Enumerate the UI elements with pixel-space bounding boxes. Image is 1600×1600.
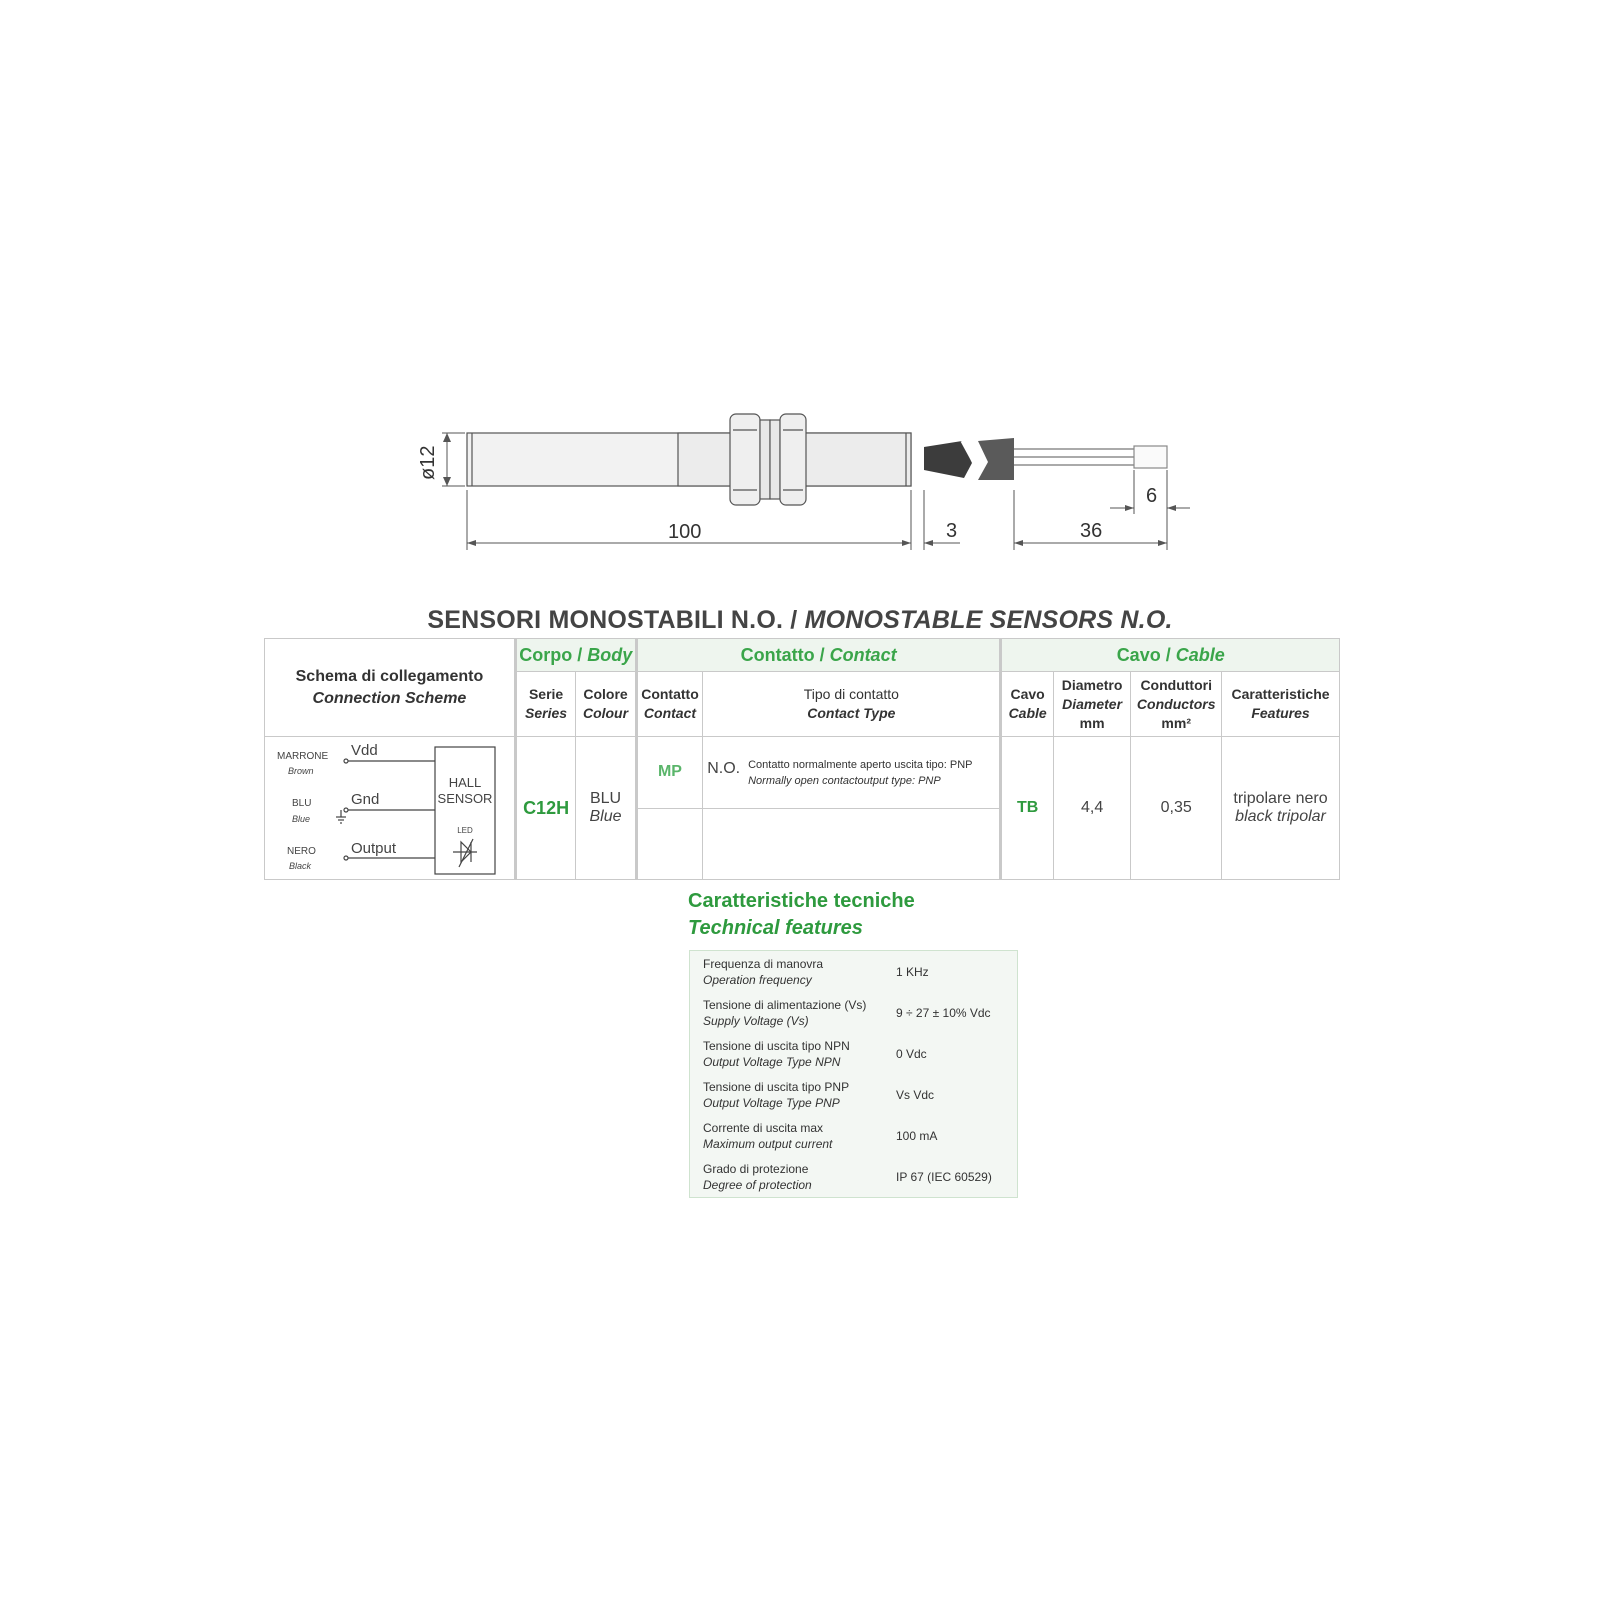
tech-title-it: Caratteristiche tecniche [688,890,915,912]
wiring-diagram [265,737,514,879]
group-body: Corpo / Body [515,639,636,672]
tech-row: Tensione di uscita tipo NPN Output Voltage Type NPN 0 Vdc [690,1033,1018,1074]
header-contact-type: Tipo di contatto Contact Type [703,672,1001,737]
dim-gap: 3 [946,520,958,542]
header-series: Serie Series [515,672,575,737]
cell-conductors: 0,35 [1131,737,1222,880]
tech-row: Tensione di alimentazione (Vs) Supply Voltage (Vs) 9 ÷ 27 ± 10% Vdc [690,992,1018,1033]
header-conductors: Conduttori Conductors mm² [1131,672,1222,737]
cell-colour: BLU Blue [576,737,636,880]
connection-scheme-diagram [265,737,516,880]
group-cable: Cavo / Cable [1001,639,1340,672]
tech-value: 1 KHz [896,964,929,979]
signal-gnd: Gnd [351,791,380,808]
cell-contact-empty [636,808,702,880]
tech-value: Vs Vdc [896,1087,935,1102]
dim-cable: 36 [1080,520,1103,542]
connection-scheme-header: Schema di collegamento Connection Scheme [265,639,516,737]
header-cable: Cavo Cable [1001,672,1053,737]
wire-brown-label: MARRONE [277,751,329,762]
tech-value: 0 Vdc [896,1046,927,1061]
tech-row: Grado di protezione Degree of protection IP 67 (IEC 60529) [690,1156,1018,1198]
header-diameter: Diametro Diameter mm [1053,672,1131,737]
cell-contact-type: N.O. Contatto normalmente aperto uscita tipo: PNP Normally open contactoutput type: PNP [703,737,1001,809]
title-italian: SENSORI MONOSTABILI N.O. / [427,606,805,634]
led-icon [453,839,477,867]
header-features: Caratteristiche Features [1222,672,1340,737]
tech-title-en: Technical features [688,917,863,939]
cell-features: tripolare nero black tripolar [1222,737,1340,880]
nut-left [730,414,760,505]
dim-diameter: ø12 [417,445,439,480]
tech-value: 100 mA [896,1128,938,1143]
tech-features-title [688,888,915,942]
page-title [0,606,1600,635]
nut-right [780,414,806,505]
cell-diameter: 4,4 [1053,737,1131,880]
title-english: MONOSTABLE SENSORS N.O. [804,606,1173,634]
tech-row: Corrente di uscita max Maximum output current 100 mA [690,1115,1018,1156]
signal-output: Output [351,840,397,857]
tech-row: Tensione di uscita tipo PNP Output Voltage Type PNP Vs Vdc [690,1074,1018,1115]
cell-cable: TB [1001,737,1053,880]
wire-black-label: NERO [287,846,316,857]
led-label: LED [457,826,473,835]
washer-right [770,420,780,499]
product-table [264,638,1340,880]
wire-black-en: Black [289,861,312,871]
cell-contact: MP [636,737,702,809]
group-contact: Contatto / Contact [636,639,1001,672]
signal-vdd: Vdd [351,742,378,759]
wire-brown-en: Brown [288,766,314,776]
tech-features-table [689,950,1018,1198]
cell-contact-type-empty [703,808,1001,880]
cell-series: C12H [515,737,575,880]
dim-length: 100 [668,521,702,543]
header-colour: Colore Colour [576,672,636,737]
sensor-box-line2: SENSOR [437,791,493,806]
dim-strip: 6 [1146,485,1158,507]
wire-blue-label: BLU [292,798,312,809]
wire-blue-en: Blue [292,814,311,824]
tech-row: Frequenza di manovra Operation frequency 1 KHz [690,951,1018,993]
tech-value: IP 67 (IEC 60529) [896,1169,992,1184]
header-contact: Contatto Contact [636,672,702,737]
washer-left [760,420,770,499]
sensor-technical-drawing [0,0,1600,580]
tech-value: 9 ÷ 27 ± 10% Vdc [896,1005,991,1020]
sensor-box-line1: HALL [448,775,482,790]
